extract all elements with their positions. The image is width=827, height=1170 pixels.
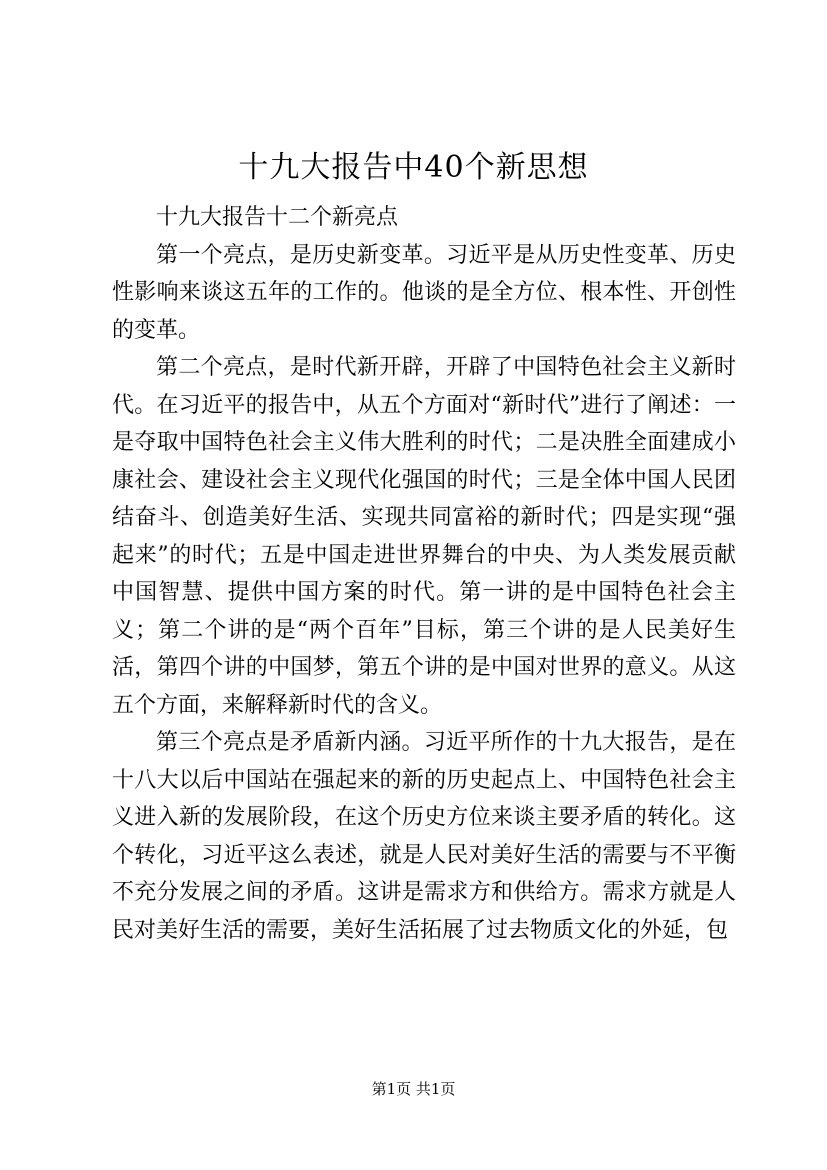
document-body [112, 199, 736, 949]
document-title: 十九大报告中40个新思想 [238, 150, 589, 185]
paragraph-highlight-1: 第一个亮点，是历史新变革。习近平是从历史性变革、历史性影响来谈这五年的工作的。他谈的是全方位、根本性、开创性的变革。 [112, 242, 736, 343]
page-number-footer: 第1页 共1页 [371, 1080, 456, 1098]
paragraph-subtitle: 十九大报告十二个新亮点 [156, 205, 399, 230]
paragraph-highlight-3: 第三个亮点是矛盾新内涵。习近平所作的十九大报告，是在十八大以后中国站在强起来的新的历史起点上、中国特色社会主义进入新的发展阶段，在这个历史方位来谈主要矛盾的转化。这个转化，习近平这么表述，就是人民对美好生活的需要与不平衡不充分发展之间的矛盾。这讲是需求方和供给方。需求方就是人民对美好生活的需要，美好生活拓展了过去物质文化的外延，包 [112, 730, 736, 943]
paragraph-highlight-2: 第二个亮点，是时代新开辟，开辟了中国特色社会主义新时代。在习近平的报告中，从五个方面对“新时代”进行了阐述：一是夺取中国特色社会主义伟大胜利的时代；二是决胜全面建成小康社会、建设社会主义现代化强国的时代；三是全体中国人民团结奋斗、创造美好生活、实现共同富裕的新时代；四是实现“强起来”的时代；五是中国走进世界舞台的中央、为人类发展贡献中国智慧、提供中国方案的时代。第一讲的是中国特色社会主义；第二个讲的是“两个百年”目标，第三个讲的是人民美好生活，第四个讲的中国梦，第五个讲的是中国对世界的意义。从这五个方面，来解释新时代的含义。 [112, 355, 736, 718]
